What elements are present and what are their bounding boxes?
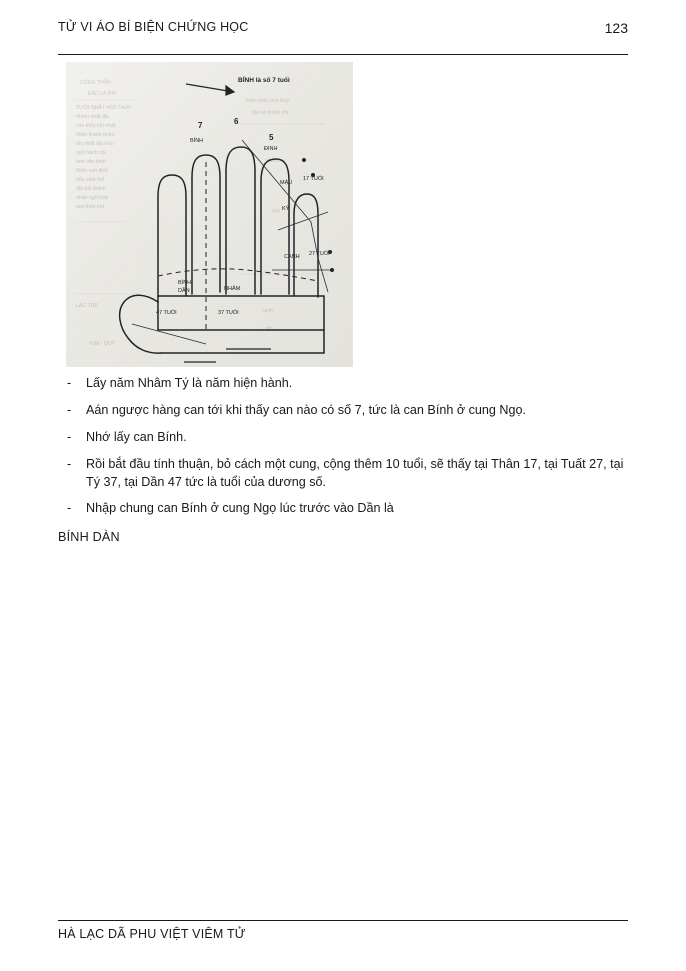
- header-title: TỬ VI ÁO BÍ BIỆN CHỨNG HỌC: [58, 20, 249, 34]
- svg-text:BÍNH: BÍNH: [190, 138, 204, 144]
- svg-text:hỏa sinh thổ: hỏa sinh thổ: [76, 177, 105, 183]
- svg-text:6: 6: [234, 117, 239, 126]
- list-item-text: Nhập chung can Bính ở cung Ngọ lúc trước vào Dần là: [86, 501, 394, 516]
- list-item-text: Lấy năm Nhâm Tý là năm hiện hành.: [86, 376, 293, 390]
- bullet-marker: -: [67, 429, 72, 444]
- svg-text:quý: quý: [272, 208, 281, 214]
- page-header: [58, 20, 628, 55]
- svg-text:ngũ hành chi: ngũ hành chi: [76, 150, 106, 156]
- svg-text:37 TUỔI: 37 TUỔI: [218, 310, 239, 316]
- list-item: [58, 375, 628, 393]
- list-item: [58, 429, 628, 447]
- svg-text:tân: tân: [266, 326, 273, 332]
- svg-text:nhâm: nhâm: [266, 158, 279, 164]
- svg-text:17 TUỔI: 17 TUỔI: [303, 176, 324, 182]
- list-item: [58, 500, 628, 518]
- svg-text:27 TUỔI: 27 TUỔI: [309, 251, 330, 257]
- svg-text:quý thủy khí: quý thủy khí: [76, 204, 104, 210]
- svg-text:thiên can đinh: thiên can đinh: [76, 168, 109, 174]
- svg-text:TƯỚI NHẤT HỢI THỦY: TƯỚI NHẤT HỢI THỦY: [76, 105, 132, 111]
- svg-text:CANH: CANH: [284, 254, 300, 260]
- svg-text:địa bát thành: địa bát thành: [76, 186, 106, 192]
- list-item-text: Rồi bắt đầu tính thuận, bỏ cách một cung, cộng thêm 10 tuổi, sẽ thấy tại Thân 17, tại Tuất 27, tại Tý 37, tại Dần 47 tức là tuổi của dương số.: [86, 456, 624, 489]
- svg-text:nhân ngũ hợp: nhân ngũ hợp: [76, 195, 109, 201]
- svg-text:LẠC THƯ: LẠC THƯ: [76, 303, 99, 309]
- svg-text:nhi nhất địa hỏa: nhi nhất địa hỏa: [76, 141, 113, 147]
- body-content: [58, 375, 628, 544]
- svg-text:MẬU: MẬU: [280, 180, 293, 186]
- hand-palm-diagram-svg: [66, 62, 353, 367]
- header-page-number: 123: [604, 20, 628, 36]
- closing-line: BÍNH DÀN: [58, 530, 120, 545]
- svg-text:5: 5: [269, 133, 274, 142]
- svg-text:47 TUỔI: 47 TUỔI: [156, 310, 177, 316]
- svg-text:KỶ: KỶ: [282, 206, 290, 212]
- svg-text:nhâm nhật địa: nhâm nhật địa: [76, 114, 109, 120]
- list-item-text: Aán ngược hàng can tới khi thấy can nào có số 7, tức là can Bính ở cung Ngọ.: [86, 402, 526, 417]
- list-item-text: Nhớ lấy can Bính.: [86, 429, 187, 444]
- bullet-marker: -: [67, 501, 72, 516]
- svg-text:CÔNG THẦN: CÔNG THẦN: [79, 79, 112, 86]
- svg-text:NHÂM: NHÂM: [224, 286, 241, 292]
- svg-text:tam vận khởi: tam vận khởi: [76, 159, 106, 165]
- svg-text:DẦN: DẦN: [178, 288, 190, 294]
- svg-text:BÍNH là số 7 tuổi: BÍNH là số 7 tuổi: [238, 77, 290, 84]
- bullet-marker: -: [67, 402, 72, 417]
- bullet-marker: -: [67, 376, 72, 390]
- hand-palm-diagram: [66, 62, 353, 367]
- svg-text:ĐINH: ĐINH: [264, 146, 278, 152]
- bullet-marker: -: [67, 456, 72, 471]
- svg-text:BẮC LÀ ĐỊA: BẮC LÀ ĐỊA: [87, 90, 117, 97]
- svg-text:7: 7: [198, 121, 203, 130]
- bullet-list: [58, 375, 628, 518]
- list-item: [58, 402, 628, 420]
- footer-text: HÀ LẠC DÃ PHU VIỆT VIÊM TỬ: [58, 927, 246, 941]
- list-item: [58, 456, 628, 492]
- svg-text:KIM - QUÝ: KIM - QUÝ: [90, 341, 116, 347]
- svg-text:thiên thành thiên: thiên thành thiên: [76, 132, 115, 138]
- page-footer: [58, 920, 628, 941]
- svg-text:BÍNH: BÍNH: [178, 280, 192, 286]
- svg-text:thiên nhất sinh thủy: thiên nhất sinh thủy: [246, 98, 290, 104]
- svg-text:canh: canh: [262, 308, 273, 314]
- svg-text:địa lục thành chi: địa lục thành chi: [252, 110, 289, 116]
- svg-text:can thủy khí nhất: can thủy khí nhất: [76, 123, 116, 129]
